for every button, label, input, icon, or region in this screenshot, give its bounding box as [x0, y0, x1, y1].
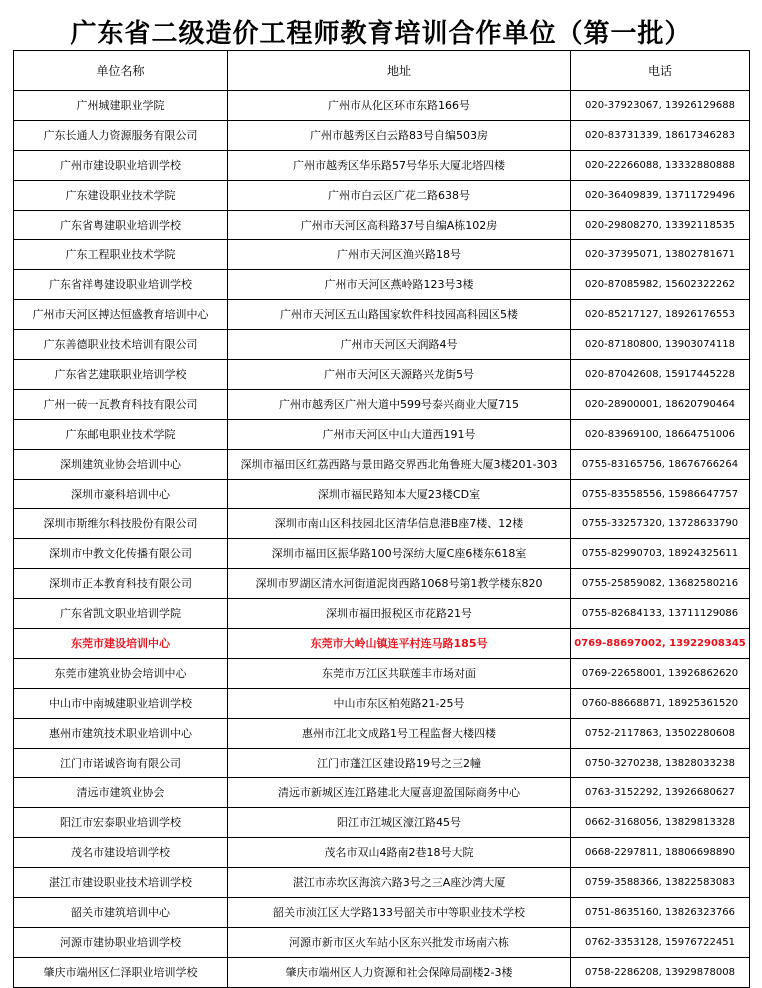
phone-cell: 0762-3353128, 15976722451: [571, 927, 750, 957]
phone-cell: 0763-3152292, 13926680627: [571, 778, 750, 808]
column-header-address: 地址: [228, 51, 571, 91]
table-row: [14, 629, 750, 659]
table-row: [14, 957, 750, 987]
table-row: [14, 240, 750, 270]
phone-cell: 0755-82990703, 18924325611: [571, 539, 750, 569]
unit-name-cell: 广东邮电职业技术学院: [14, 419, 228, 449]
unit-name-cell: 东莞市建筑业协会培训中心: [14, 658, 228, 688]
address-cell: 惠州市江北文成路1号工程监督大楼四楼: [228, 718, 571, 748]
phone-cell: 020-83731339, 18617346283: [571, 120, 750, 150]
table-row: [14, 300, 750, 330]
unit-name-cell: 广东省粤建职业培训学校: [14, 210, 228, 240]
table-row: [14, 150, 750, 180]
address-cell: 东莞市大岭山镇连平村连马路185号: [228, 629, 571, 659]
table-row: [14, 389, 750, 419]
table-row: [14, 419, 750, 449]
table-row: [14, 927, 750, 957]
phone-cell: 020-37923067, 13926129688: [571, 91, 750, 121]
unit-name-cell: 广东省凯文职业培训学院: [14, 599, 228, 629]
unit-name-cell: 东莞市建设培训中心: [14, 629, 228, 659]
address-cell: 广州市天河区天源路兴龙街5号: [228, 360, 571, 390]
table-row: [14, 449, 750, 479]
phone-cell: 020-83969100, 18664751006: [571, 419, 750, 449]
address-cell: 广州市天河区五山路国家软件科技园高科园区5楼: [228, 300, 571, 330]
column-header-name: 单位名称: [14, 51, 228, 91]
unit-name-cell: 肇庆市端州区仁泽职业培训学校: [14, 957, 228, 987]
table-row: [14, 91, 750, 121]
table-row: [14, 509, 750, 539]
table-row: [14, 120, 750, 150]
unit-name-cell: 中山市中南城建职业培训学校: [14, 688, 228, 718]
address-cell: 深圳市福田报税区市花路21号: [228, 599, 571, 629]
table-row: [14, 270, 750, 300]
unit-name-cell: 茂名市建设培训学校: [14, 838, 228, 868]
phone-cell: 0751-8635160, 13826323766: [571, 898, 750, 928]
unit-name-cell: 阳江市宏泰职业培训学校: [14, 808, 228, 838]
table-row: [14, 599, 750, 629]
address-cell: 深圳市福民路知本大厦23楼CD室: [228, 479, 571, 509]
table-row: [14, 868, 750, 898]
table-row: [14, 330, 750, 360]
phone-cell: 020-36409839, 13711729496: [571, 180, 750, 210]
table-row: [14, 838, 750, 868]
phone-cell: 0755-25859082, 13682580216: [571, 569, 750, 599]
unit-name-cell: 河源市建协职业培训学校: [14, 927, 228, 957]
unit-name-cell: 深圳市豪科培训中心: [14, 479, 228, 509]
phone-cell: 0752-2117863, 13502280608: [571, 718, 750, 748]
address-cell: 深圳市罗湖区清水河街道泥岗西路1068号第1教学楼东820: [228, 569, 571, 599]
table-row: [14, 898, 750, 928]
unit-name-cell: 韶关市建筑培训中心: [14, 898, 228, 928]
table-row: [14, 748, 750, 778]
address-cell: 广州市越秀区白云路83号自编503房: [228, 120, 571, 150]
address-cell: 深圳市福田区振华路100号深纺大厦C座6楼东618室: [228, 539, 571, 569]
table-row: [14, 479, 750, 509]
phone-cell: 0758-2286208, 13929878008: [571, 957, 750, 987]
unit-name-cell: 江门市诺诚咨询有限公司: [14, 748, 228, 778]
table-row: [14, 569, 750, 599]
address-cell: 广州市天河区渔兴路18号: [228, 240, 571, 270]
phone-cell: 020-37395071, 13802781671: [571, 240, 750, 270]
phone-cell: 020-87042608, 15917445228: [571, 360, 750, 390]
unit-name-cell: 清远市建筑业协会: [14, 778, 228, 808]
unit-name-cell: 深圳建筑业协会培训中心: [14, 449, 228, 479]
phone-cell: 0755-83165756, 18676766264: [571, 449, 750, 479]
unit-name-cell: 深圳市斯维尔科技股份有限公司: [14, 509, 228, 539]
page-title: 广东省二级造价工程师教育培训合作单位（第一批）: [70, 19, 692, 49]
address-cell: 茂名市双山4路南2巷18号大院: [228, 838, 571, 868]
table-row: [14, 778, 750, 808]
address-cell: 广州市越秀区广州大道中599号泰兴商业大厦715: [228, 389, 571, 419]
unit-name-cell: 广州一砖一瓦教育科技有限公司: [14, 389, 228, 419]
table-row: [14, 718, 750, 748]
table-row: [14, 539, 750, 569]
phone-cell: 0759-3588366, 13822583083: [571, 868, 750, 898]
address-cell: 东莞市万江区共联莲丰市场对面: [228, 658, 571, 688]
phone-cell: 0760-88668871, 18925361520: [571, 688, 750, 718]
unit-name-cell: 广东省祥粤建设职业培训学校: [14, 270, 228, 300]
table-row: [14, 210, 750, 240]
phone-cell: 0755-82684133, 13711129086: [571, 599, 750, 629]
address-cell: 广州市越秀区华乐路57号华乐大厦北塔四楼: [228, 150, 571, 180]
phone-cell: 020-87180800, 13903074118: [571, 330, 750, 360]
unit-name-cell: 深圳市正本教育科技有限公司: [14, 569, 228, 599]
address-cell: 广州市白云区广花二路638号: [228, 180, 571, 210]
phone-cell: 020-28900001, 18620790464: [571, 389, 750, 419]
address-cell: 韶关市浈江区大学路133号韶关市中等职业技术学校: [228, 898, 571, 928]
unit-name-cell: 深圳市中教文化传播有限公司: [14, 539, 228, 569]
partner-table: [13, 50, 750, 988]
address-cell: 江门市蓬江区建设路19号之三2幢: [228, 748, 571, 778]
phone-cell: 0668-2297811, 18806698890: [571, 838, 750, 868]
unit-name-cell: 湛江市建设职业技术培训学校: [14, 868, 228, 898]
phone-cell: 0769-88697002, 13922908345: [571, 629, 750, 659]
phone-cell: 0769-22658001, 13926862620: [571, 658, 750, 688]
address-cell: 深圳市南山区科技园北区清华信息港B座7楼、12楼: [228, 509, 571, 539]
address-cell: 广州市天河区天润路4号: [228, 330, 571, 360]
address-cell: 清远市新城区连江路建北大厦喜迎盈国际商务中心: [228, 778, 571, 808]
address-cell: 深圳市福田区红荔西路与景田路交界西北角鲁班大厦3楼201-303: [228, 449, 571, 479]
unit-name-cell: 广州市建设职业培训学校: [14, 150, 228, 180]
phone-cell: 020-87085982, 15602322262: [571, 270, 750, 300]
unit-name-cell: 广州市天河区搏达恒盛教育培训中心: [14, 300, 228, 330]
address-cell: 肇庆市端州区人力资源和社会保障局副楼2-3楼: [228, 957, 571, 987]
unit-name-cell: 广州城建职业学院: [14, 91, 228, 121]
phone-cell: 0755-83558556, 15986647757: [571, 479, 750, 509]
address-cell: 河源市新市区火车站小区东兴批发市场南六栋: [228, 927, 571, 957]
phone-cell: 0755-33257320, 13728633790: [571, 509, 750, 539]
phone-cell: 020-85217127, 18926176553: [571, 300, 750, 330]
table-row: [14, 180, 750, 210]
unit-name-cell: 广东长通人力资源服务有限公司: [14, 120, 228, 150]
phone-cell: 0662-3168056, 13829813328: [571, 808, 750, 838]
address-cell: 中山市东区柏苑路21-25号: [228, 688, 571, 718]
column-header-phone: 电话: [571, 51, 750, 91]
address-cell: 广州市从化区环市东路166号: [228, 91, 571, 121]
address-cell: 广州市天河区高科路37号自编A栋102房: [228, 210, 571, 240]
table-row: [14, 658, 750, 688]
unit-name-cell: 广东善德职业技术培训有限公司: [14, 330, 228, 360]
phone-cell: 020-29808270, 13392118535: [571, 210, 750, 240]
unit-name-cell: 惠州市建筑技术职业培训中心: [14, 718, 228, 748]
address-cell: 广州市天河区中山大道西191号: [228, 419, 571, 449]
unit-name-cell: 广东工程职业技术学院: [14, 240, 228, 270]
address-cell: 湛江市赤坎区海滨六路3号之三A座沙湾大厦: [228, 868, 571, 898]
table-header-row: [14, 51, 750, 91]
table-row: [14, 808, 750, 838]
phone-cell: 0750-3270238, 13828033238: [571, 748, 750, 778]
phone-cell: 020-22266088, 13332880888: [571, 150, 750, 180]
table-row: [14, 360, 750, 390]
address-cell: 广州市天河区燕岭路123号3楼: [228, 270, 571, 300]
unit-name-cell: 广东省艺建联职业培训学校: [14, 360, 228, 390]
unit-name-cell: 广东建设职业技术学院: [14, 180, 228, 210]
address-cell: 阳江市江城区濠江路45号: [228, 808, 571, 838]
table-row: [14, 688, 750, 718]
